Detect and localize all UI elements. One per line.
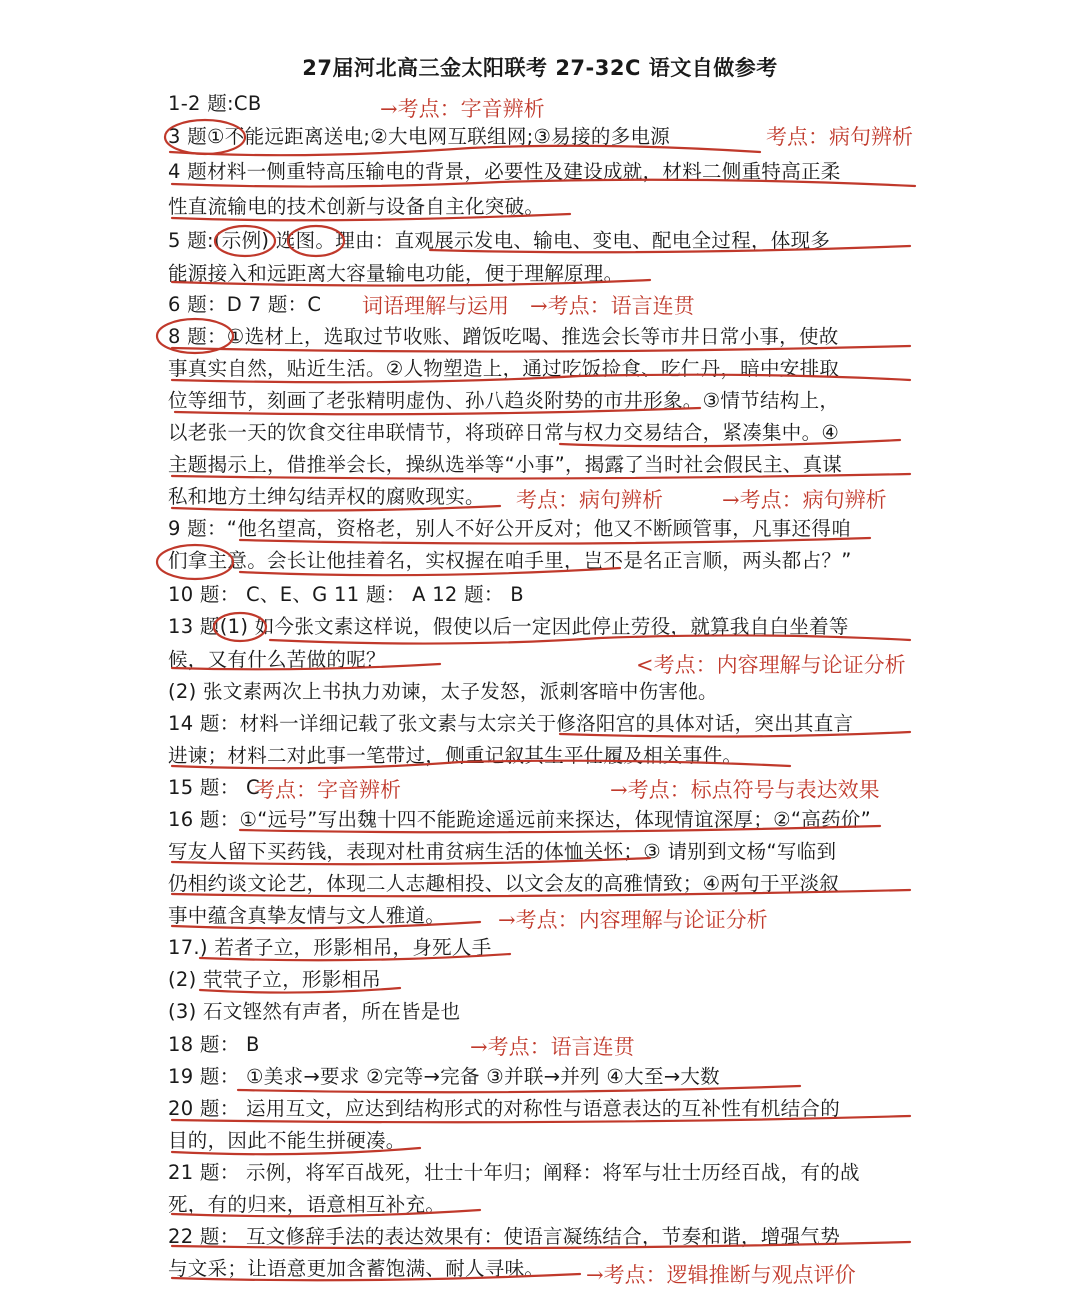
annotation-note: →考点：标点符号与表达效果: [610, 778, 880, 802]
line-13: 私和地方土绅勾结弄权的腐败现实。: [168, 485, 485, 508]
annotation-note: →考点：语言连贯: [530, 294, 695, 318]
line-26: 事中蕴含真挚友情与文人雅道。: [168, 904, 446, 927]
line-10: 位等细节，刻画了老张精明虚伪、孙八趋炎附势的市井形象。③情节结构上，: [168, 389, 840, 412]
document-title: 27届河北高三金太阳联考 27-32C 语文自做参考: [302, 56, 778, 80]
line-19: (2) 张文素两次上书执力劝谏，太子发怒，派刺客暗中伤害他。: [168, 680, 718, 703]
line-27: 17.) 若者子立，形影相吊，身死人手: [168, 936, 492, 959]
line-34: 21 题： 示例，将军百战死，壮士十年归；阐释：将军与壮士历经百战，有的战: [168, 1161, 860, 1184]
line-22: 15 题： C: [168, 776, 260, 799]
line-14: 9 题：“他名望高，资格老，别人不好公开反对；他又不断顾管事，凡事还得咱: [168, 517, 852, 540]
annotation-note: <考点：内容理解与论证分析: [636, 653, 906, 677]
line-35: 死，有的归来，语意相互补充。: [168, 1193, 446, 1216]
annotation-note: →考点：内容理解与论证分析: [498, 908, 768, 932]
line-18: 候，又有什么苦做的呢？: [168, 648, 386, 671]
line-30: 18 题： B: [168, 1033, 260, 1056]
line-24: 写友人留下买药钱，表现对杜甫贫病生活的体恤关怀；③ 请别到文杨“写临到: [168, 840, 837, 863]
line-36: 22 题： 互文修辞手法的表达效果有：使语言凝练结合，节奏和谐，增强气势: [168, 1225, 841, 1248]
annotation-note: →考点：字音辨析: [380, 97, 545, 121]
line-33: 目的，因此不能生拼硬凑。: [168, 1129, 406, 1152]
annotation-note: 考点：病句辨析: [766, 125, 913, 149]
line-12: 主题揭示上，借推举会长，操纵选举等“小事”，揭露了当时社会假民主、真谋: [168, 453, 843, 476]
line-20: 14 题：材料一详细记载了张文素与太宗关于修洛阳宫的具体对话，突出其直言: [168, 712, 854, 735]
line-7: 6 题：D 7 题：C: [168, 293, 322, 316]
annotation-note: 考点：字音辨析: [254, 778, 401, 802]
line-23: 16 题：①“远号”写出魏十四不能跪途遥远前来探达，体现情谊深厚；②“高药价”: [168, 808, 872, 831]
line-21: 进谏；材料二对此事一笔带过，侧重记叙其生平仕履及相关事件。: [168, 744, 743, 767]
line-1: 1-2 题:CB: [168, 92, 262, 115]
annotation-note: →考点：病句辨析: [722, 488, 887, 512]
line-31: 19 题： ①美求→要求 ②完等→完备 ③并联→并列 ④大至→大数: [168, 1065, 720, 1088]
annotation-note: 考点：病句辨析: [516, 488, 663, 512]
line-25: 仍相约谈文论艺，体现二人志趣相投、以文会友的高雅情致；④两句于平淡叙: [168, 872, 840, 895]
line-9: 事真实自然，贴近生活。②人物塑造上，通过吃饭捡食、吃仁丹，暗中安排取: [168, 357, 840, 380]
annotation-note: 词语理解与运用: [362, 294, 509, 318]
line-2: 3 题①不能远距离送电;②大电网互联组网;③易接的多电源: [168, 125, 671, 148]
line-32: 20 题： 运用互文，应达到结构形式的对称性与语意表达的互补性有机结合的: [168, 1097, 841, 1120]
line-37: 与文采；让语意更加含蓄饱满、耐人寻味。: [168, 1257, 545, 1280]
line-3: 4 题材料一侧重特高压输电的背景，必要性及建设成就，材料二侧重特高正柔: [168, 160, 841, 183]
annotation-note: →考点：逻辑推断与观点评价: [586, 1263, 856, 1287]
line-8: 8 题：①选材上，选取过节收账、蹭饭吃喝、推选会长等市井日常小事，使故: [168, 325, 839, 348]
line-29: (3) 石文铿然有声者，所在皆是也: [168, 1000, 461, 1023]
line-6: 能源接入和远距离大容量输电功能，便于理解原理。: [168, 262, 624, 285]
annotation-note: →考点：语言连贯: [470, 1035, 635, 1059]
line-5: 5 题:(示例) 选图。理由：直观展示发电、输电、变电、配电全过程，体现多: [168, 229, 831, 252]
line-4: 性直流输电的技术创新与设备自主化突破。: [168, 195, 545, 218]
line-15: 们拿主意。会长让他挂着名，实权握在咱手里，岂不是名正言顺，两头都占？”: [168, 549, 852, 572]
line-28: (2) 茕茕子立，形影相吊: [168, 968, 382, 991]
line-11: 以老张一天的饮食交往串联情节，将琐碎日常与权力交易结合，紧凑集中。④: [168, 421, 840, 444]
line-16: 10 题： C、E、G 11 题： A 12 题： B: [168, 583, 524, 606]
line-17: 13 题(1) 如今张文素这样说，假使以后一定因此停止劳役，就算我自白坐着等: [168, 615, 849, 638]
